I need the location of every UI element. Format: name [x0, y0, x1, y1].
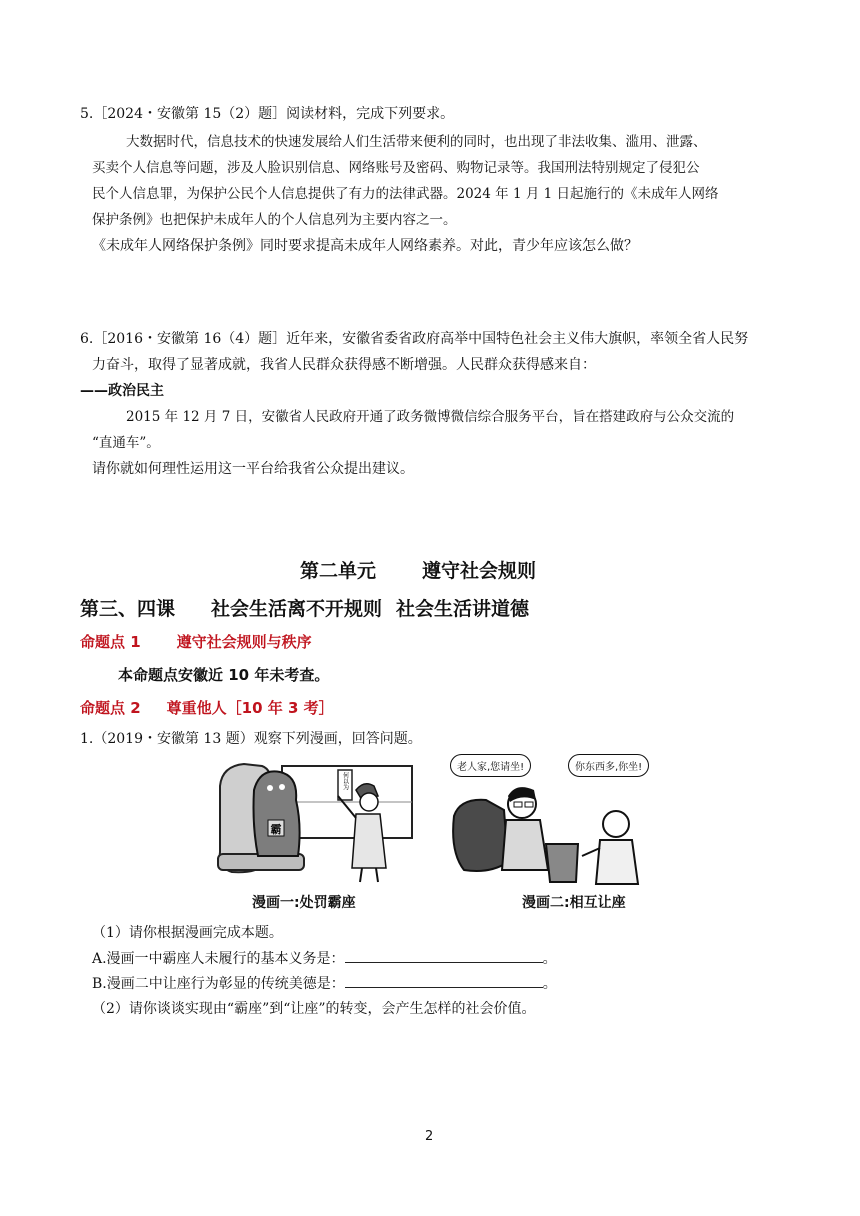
- comic-1-tag: 霸: [270, 823, 282, 836]
- point1-heading: [80, 631, 312, 652]
- q5-source: 5.［2024・安徽第 15（2）题］阅读材料，完成下列要求。: [80, 106, 455, 122]
- lesson-number: 第三、四课: [80, 598, 176, 620]
- point1-title: 遵守社会规则与秩序: [176, 633, 312, 651]
- q6-source-line-1: 6.［2016・安徽第 16（4）题］近年来，安徽省委省政府高举中国特色社会主义伟大旗帜，率领全省人民努: [80, 331, 749, 347]
- q1-item-b-label: B.漫画二中让座行为彰显的传统美德是：: [92, 976, 345, 992]
- q1-item-b: B.漫画二中让座行为彰显的传统美德是： 。: [92, 973, 557, 995]
- q5-question: 《未成年人网络保护条例》同时要求提高未成年人网络素养。对此，青少年应该怎么做？: [92, 238, 638, 254]
- q5-material-line-1: 大数据时代，信息技术的快速发展给人们生活带来便利的同时，也出现了非法收集、滥用、泄露、: [126, 134, 707, 150]
- q5-number: 5.: [80, 106, 94, 122]
- q5-material-line-3: 民个人信息罪，为保护公民个人信息提供了有力的法律武器。2024 年 1 月 1 日起施行的《未成年人网络: [92, 186, 719, 202]
- q6-question: 请你就如何理性运用这一平台给我省公众提出建议。: [92, 461, 414, 477]
- comic-1-caption: 漫画一:处罚霸座: [252, 895, 356, 911]
- point2-heading: [80, 697, 334, 718]
- q6-number: 6.: [80, 331, 94, 347]
- point1-label: 命题点 1: [80, 633, 141, 651]
- comic-2-image: [450, 752, 650, 886]
- comic-2-bubble-left: 老人家,您请坐!: [450, 754, 531, 777]
- q5-material-line-4: 保护条例》也把保护未成年人的个人信息列为主要内容之一。: [92, 212, 457, 228]
- q6-material-line-1: 2015 年 12 月 7 日，安徽省人民政府开通了政务微博微信综合服务平台，旨在搭建政府与公众交流的: [126, 409, 735, 425]
- page-number: 2: [425, 1129, 434, 1144]
- q1-source: 1.（2019・安徽第 13 题）观察下列漫画，回答问题。: [80, 731, 422, 747]
- unit-name: 遵守社会规则: [422, 560, 537, 582]
- q6-source-line-2: 力奋斗，取得了显著成就，我省人民群众获得感不断增强。人民群众获得感来自：: [92, 357, 596, 373]
- comic-2-caption: 漫画二:相互让座: [522, 895, 626, 911]
- comic-1-drawing: [212, 756, 424, 886]
- answer-blank-a[interactable]: [345, 948, 543, 963]
- q5-material-line-2: 买卖个人信息等问题，涉及人脸识别信息、网络账号及密码、购物记录等。我国刑法特别规定了侵犯公: [92, 160, 700, 176]
- answer-blank-b[interactable]: [345, 973, 543, 988]
- point2-label: 命题点 2: [80, 699, 141, 717]
- comic-2-bubble-right: 你东西多,你坐!: [568, 754, 649, 777]
- comic-1-image: [212, 756, 424, 886]
- lesson-heading: [80, 594, 529, 621]
- point1-note: 本命题点安徽近 10 年未考查。: [118, 666, 330, 684]
- lesson-title-2: 社会生活讲道德: [396, 598, 530, 620]
- q1-sub2: （2）请你谈谈实现由“霸座”到“让座”的转变，会产生怎样的社会价值。: [92, 1001, 536, 1017]
- unit-number: 第二单元: [300, 560, 377, 582]
- comic-1-sign: 何以为: [341, 772, 349, 790]
- q1-item-a: A.漫画一中霸座人未履行的基本义务是： 。: [92, 948, 557, 970]
- q1-sub1: （1）请你根据漫画完成本题。: [92, 925, 283, 941]
- q6-subhead: ——政治民主: [80, 383, 164, 399]
- lesson-title-1: 社会生活离不开规则: [211, 598, 383, 620]
- q1-item-a-label: A.漫画一中霸座人未履行的基本义务是：: [92, 951, 345, 967]
- unit-heading: [300, 556, 536, 583]
- q6-material-line-2: “直通车”。: [92, 435, 160, 451]
- point2-title: 尊重他人［10 年 3 考］: [166, 699, 334, 717]
